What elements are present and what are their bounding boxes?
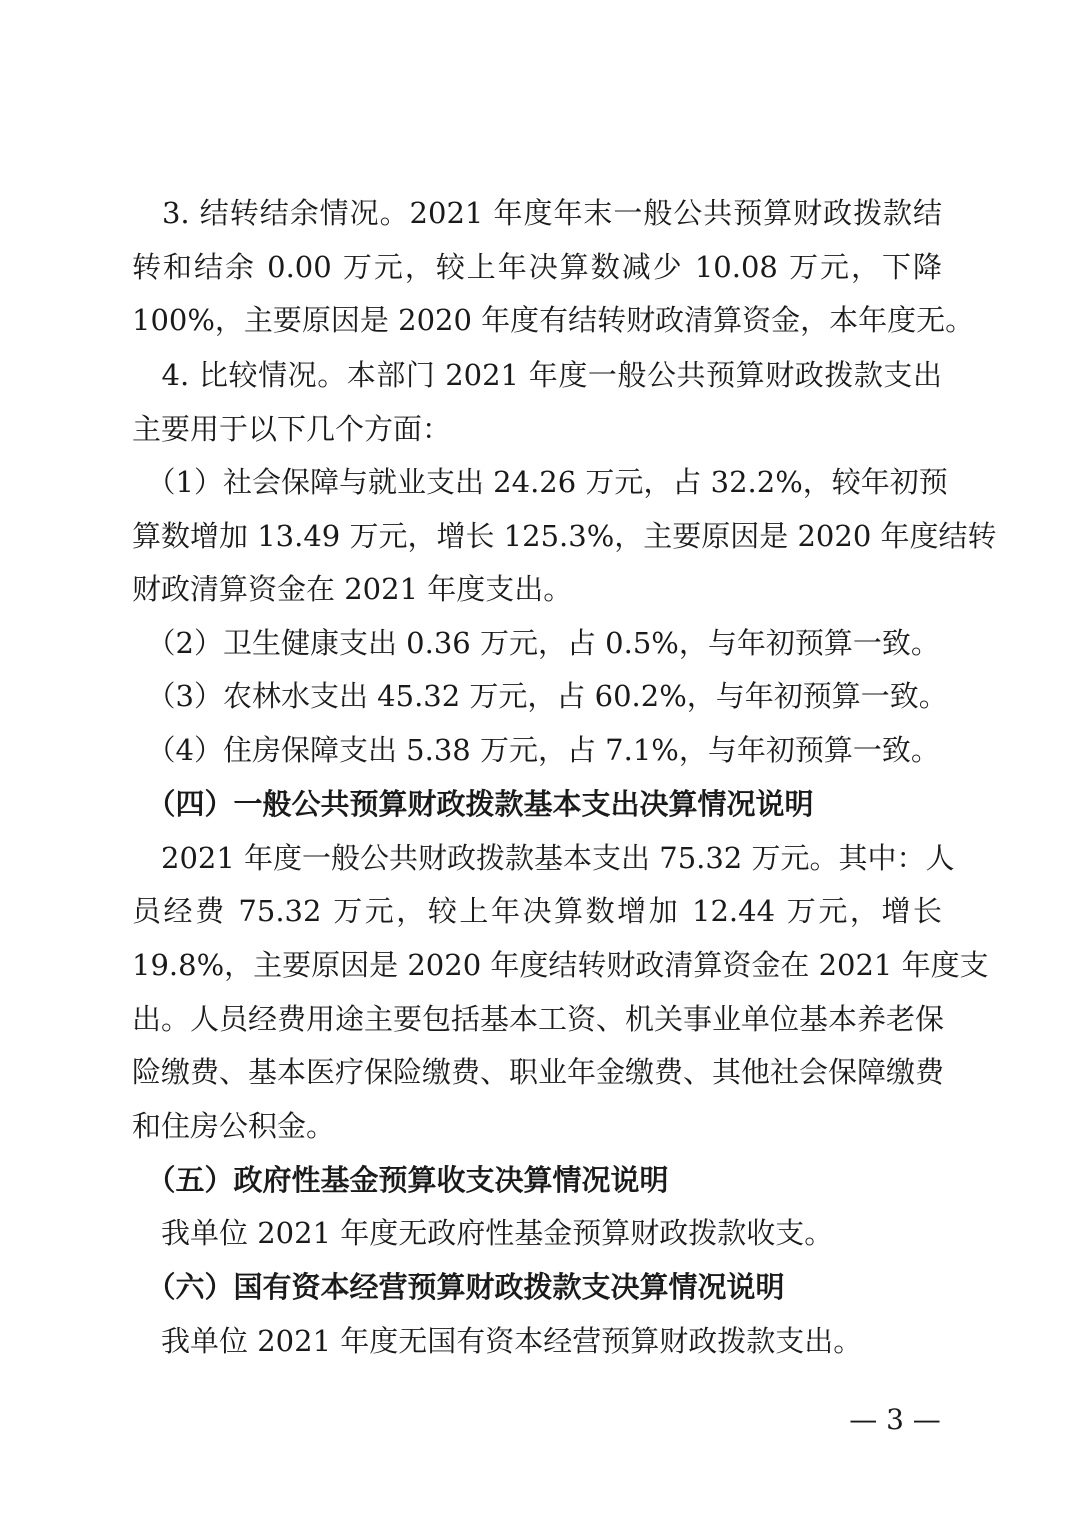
paragraph-line: 我单位 2021 年度无政府性基金预算财政拨款收支。 <box>132 1216 834 1250</box>
paragraph-line: （2）卫生健康支出 0.36 万元，占 0.5%，与年初预算一致。 <box>132 626 940 660</box>
section-heading: （五）政府性基金预算收支决算情况说明 <box>132 1163 669 1197</box>
paragraph-line: 19.8%，主要原因是 2020 年度结转财政清算资金在 2021 年度支 <box>132 948 989 982</box>
paragraph-line: （3）农林水支出 45.32 万元，占 60.2%，与年初预算一致。 <box>132 679 948 713</box>
paragraph-line: 算数增加 13.49 万元，增长 125.3%，主要原因是 2020 年度结转 <box>132 519 997 553</box>
paragraph-line: 4. 比较情况。本部门 2021 年度一般公共预算财政拨款支出 <box>132 358 942 392</box>
paragraph-line: 和住房公积金。 <box>132 1109 336 1143</box>
paragraph-line: 员经费 75.32 万元，较上年决算数增加 12.44 万元，增长 <box>132 894 942 928</box>
paragraph-line: 3. 结转结余情况。2021 年度年末一般公共预算财政拨款结 <box>132 196 942 230</box>
paragraph-line: 2021 年度一般公共财政拨款基本支出 75.32 万元。其中：人 <box>132 841 955 875</box>
paragraph-line: （1）社会保障与就业支出 24.26 万元，占 32.2%，较年初预 <box>132 465 948 499</box>
paragraph-line: 主要用于以下几个方面： <box>132 412 452 446</box>
paragraph-line: （4）住房保障支出 5.38 万元，占 7.1%，与年初预算一致。 <box>132 733 940 767</box>
paragraph-line: 出。人员经费用途主要包括基本工资、机关事业单位基本养老保 <box>132 1002 945 1036</box>
page-number: — 3 — <box>849 1403 941 1436</box>
paragraph-line: 100%，主要原因是 2020 年度有结转财政清算资金，本年度无。 <box>132 303 975 337</box>
paragraph-line: 险缴费、基本医疗保险缴费、职业年金缴费、其他社会保障缴费 <box>132 1055 945 1089</box>
paragraph-line: 财政清算资金在 2021 年度支出。 <box>132 572 573 606</box>
section-heading: （六）国有资本经营预算财政拨款支决算情况说明 <box>132 1270 785 1304</box>
section-heading: （四）一般公共预算财政拨款基本支出决算情况说明 <box>132 787 814 821</box>
paragraph-line: 转和结余 0.00 万元，较上年决算数减少 10.08 万元，下降 <box>132 250 942 284</box>
paragraph-line: 我单位 2021 年度无国有资本经营预算财政拨款支出。 <box>132 1324 863 1358</box>
